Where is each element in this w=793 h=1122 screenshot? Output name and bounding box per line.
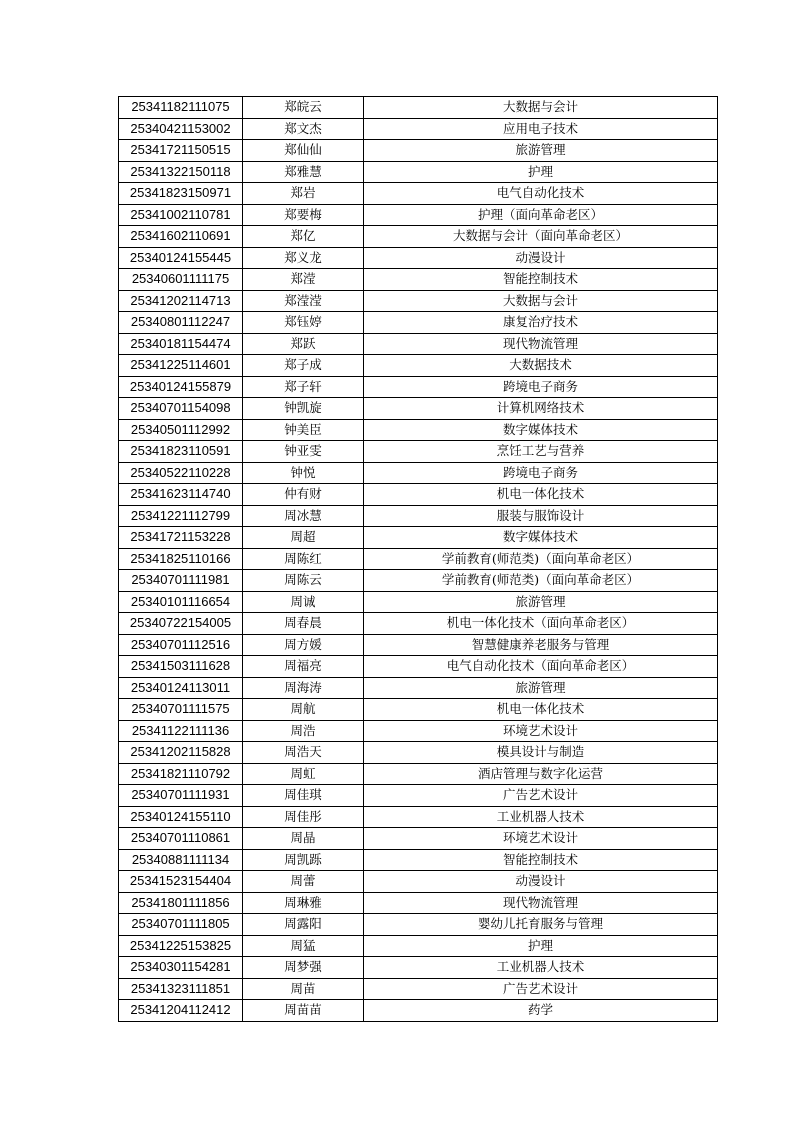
major-cell: 护理（面向革命老区） xyxy=(364,204,718,226)
table-row xyxy=(119,591,718,613)
major-cell: 大数据与会计（面向革命老区） xyxy=(364,226,718,248)
student-name-cell: 郑滢 xyxy=(243,269,364,291)
major-cell: 智能控制技术 xyxy=(364,269,718,291)
student-name-cell: 郑岩 xyxy=(243,183,364,205)
admission-table xyxy=(118,96,718,1022)
table-row xyxy=(119,720,718,742)
table-row xyxy=(119,935,718,957)
exam-number-cell: 25340701111981 xyxy=(119,570,243,592)
student-name-cell: 周晶 xyxy=(243,828,364,850)
table-row xyxy=(119,806,718,828)
table-row xyxy=(119,677,718,699)
exam-number-cell: 25341823110591 xyxy=(119,441,243,463)
table-row xyxy=(119,161,718,183)
student-name-cell: 郑子成 xyxy=(243,355,364,377)
table-row xyxy=(119,828,718,850)
major-cell: 药学 xyxy=(364,1000,718,1022)
major-cell: 大数据与会计 xyxy=(364,290,718,312)
exam-number-cell: 25340801112247 xyxy=(119,312,243,334)
exam-number-cell: 25340701111805 xyxy=(119,914,243,936)
major-cell: 现代物流管理 xyxy=(364,333,718,355)
student-name-cell: 仲有财 xyxy=(243,484,364,506)
exam-number-cell: 25340701112516 xyxy=(119,634,243,656)
major-cell: 现代物流管理 xyxy=(364,892,718,914)
major-cell: 数字媒体技术 xyxy=(364,419,718,441)
major-cell: 烹饪工艺与营养 xyxy=(364,441,718,463)
table-row xyxy=(119,785,718,807)
exam-number-cell: 25341204112412 xyxy=(119,1000,243,1022)
major-cell: 工业机器人技术 xyxy=(364,957,718,979)
student-name-cell: 周福亮 xyxy=(243,656,364,678)
student-name-cell: 郑子轩 xyxy=(243,376,364,398)
exam-number-cell: 25340701154098 xyxy=(119,398,243,420)
major-cell: 环境艺术设计 xyxy=(364,720,718,742)
student-name-cell: 周凯跞 xyxy=(243,849,364,871)
table-row xyxy=(119,118,718,140)
major-cell: 电气自动化技术（面向革命老区） xyxy=(364,656,718,678)
student-name-cell: 周猛 xyxy=(243,935,364,957)
table-row xyxy=(119,355,718,377)
exam-number-cell: 25340124155879 xyxy=(119,376,243,398)
exam-number-cell: 25341623114740 xyxy=(119,484,243,506)
student-name-cell: 周超 xyxy=(243,527,364,549)
student-name-cell: 周梦强 xyxy=(243,957,364,979)
table-row xyxy=(119,290,718,312)
exam-number-cell: 25341221112799 xyxy=(119,505,243,527)
student-name-cell: 郑要梅 xyxy=(243,204,364,226)
admission-table-body xyxy=(119,97,718,1022)
table-row xyxy=(119,505,718,527)
exam-number-cell: 25340181154474 xyxy=(119,333,243,355)
exam-number-cell: 25341225114601 xyxy=(119,355,243,377)
table-row xyxy=(119,1000,718,1022)
table-row xyxy=(119,742,718,764)
student-name-cell: 郑钰婷 xyxy=(243,312,364,334)
table-row xyxy=(119,957,718,979)
table-row xyxy=(119,892,718,914)
student-name-cell: 郑雅慧 xyxy=(243,161,364,183)
major-cell: 跨境电子商务 xyxy=(364,376,718,398)
exam-number-cell: 25341801111856 xyxy=(119,892,243,914)
table-row xyxy=(119,269,718,291)
table-row xyxy=(119,656,718,678)
table-row xyxy=(119,419,718,441)
major-cell: 机电一体化技术（面向革命老区） xyxy=(364,613,718,635)
student-name-cell: 周陈云 xyxy=(243,570,364,592)
student-name-cell: 郑亿 xyxy=(243,226,364,248)
table-row xyxy=(119,763,718,785)
major-cell: 婴幼儿托育服务与管理 xyxy=(364,914,718,936)
exam-number-cell: 25340101116654 xyxy=(119,591,243,613)
table-row xyxy=(119,548,718,570)
exam-number-cell: 25341202114713 xyxy=(119,290,243,312)
table-row xyxy=(119,613,718,635)
major-cell: 广告艺术设计 xyxy=(364,785,718,807)
major-cell: 跨境电子商务 xyxy=(364,462,718,484)
major-cell: 应用电子技术 xyxy=(364,118,718,140)
student-name-cell: 周浩天 xyxy=(243,742,364,764)
student-name-cell: 周琳雅 xyxy=(243,892,364,914)
table-row xyxy=(119,871,718,893)
major-cell: 工业机器人技术 xyxy=(364,806,718,828)
table-row xyxy=(119,849,718,871)
exam-number-cell: 25340522110228 xyxy=(119,462,243,484)
major-cell: 学前教育(师范类)（面向革命老区） xyxy=(364,570,718,592)
major-cell: 环境艺术设计 xyxy=(364,828,718,850)
exam-number-cell: 25340301154281 xyxy=(119,957,243,979)
major-cell: 护理 xyxy=(364,161,718,183)
student-name-cell: 钟亚雯 xyxy=(243,441,364,463)
major-cell: 计算机网络技术 xyxy=(364,398,718,420)
table-row xyxy=(119,699,718,721)
student-name-cell: 周露阳 xyxy=(243,914,364,936)
table-row xyxy=(119,204,718,226)
student-name-cell: 钟凯旋 xyxy=(243,398,364,420)
table-row xyxy=(119,484,718,506)
major-cell: 护理 xyxy=(364,935,718,957)
table-row xyxy=(119,97,718,119)
major-cell: 机电一体化技术 xyxy=(364,699,718,721)
exam-number-cell: 25341122111136 xyxy=(119,720,243,742)
major-cell: 智慧健康养老服务与管理 xyxy=(364,634,718,656)
exam-number-cell: 25341523154404 xyxy=(119,871,243,893)
student-name-cell: 郑仙仙 xyxy=(243,140,364,162)
student-name-cell: 周虹 xyxy=(243,763,364,785)
table-row xyxy=(119,226,718,248)
major-cell: 电气自动化技术 xyxy=(364,183,718,205)
major-cell: 动漫设计 xyxy=(364,871,718,893)
exam-number-cell: 25341823150971 xyxy=(119,183,243,205)
student-name-cell: 周春晨 xyxy=(243,613,364,635)
student-name-cell: 周浩 xyxy=(243,720,364,742)
exam-number-cell: 25340124113011 xyxy=(119,677,243,699)
exam-number-cell: 25341721150515 xyxy=(119,140,243,162)
student-name-cell: 周海涛 xyxy=(243,677,364,699)
major-cell: 模具设计与制造 xyxy=(364,742,718,764)
table-row xyxy=(119,140,718,162)
exam-number-cell: 25340881111134 xyxy=(119,849,243,871)
table-row xyxy=(119,527,718,549)
exam-number-cell: 25340701111575 xyxy=(119,699,243,721)
student-name-cell: 周陈红 xyxy=(243,548,364,570)
exam-number-cell: 25340722154005 xyxy=(119,613,243,635)
exam-number-cell: 25340701111931 xyxy=(119,785,243,807)
student-name-cell: 周诚 xyxy=(243,591,364,613)
table-row xyxy=(119,312,718,334)
student-name-cell: 郑皖云 xyxy=(243,97,364,119)
student-name-cell: 钟美臣 xyxy=(243,419,364,441)
student-name-cell: 周佳彤 xyxy=(243,806,364,828)
student-name-cell: 周苗 xyxy=(243,978,364,1000)
student-name-cell: 郑滢滢 xyxy=(243,290,364,312)
student-name-cell: 郑跃 xyxy=(243,333,364,355)
student-name-cell: 周方媛 xyxy=(243,634,364,656)
table-row xyxy=(119,376,718,398)
exam-number-cell: 25341825110166 xyxy=(119,548,243,570)
exam-number-cell: 25341602110691 xyxy=(119,226,243,248)
exam-number-cell: 25341721153228 xyxy=(119,527,243,549)
major-cell: 大数据与会计 xyxy=(364,97,718,119)
table-row xyxy=(119,333,718,355)
major-cell: 动漫设计 xyxy=(364,247,718,269)
major-cell: 大数据技术 xyxy=(364,355,718,377)
student-name-cell: 郑文杰 xyxy=(243,118,364,140)
exam-number-cell: 25341503111628 xyxy=(119,656,243,678)
exam-number-cell: 25341322150118 xyxy=(119,161,243,183)
exam-number-cell: 25340421153002 xyxy=(119,118,243,140)
exam-number-cell: 25341225153825 xyxy=(119,935,243,957)
student-name-cell: 周苗苗 xyxy=(243,1000,364,1022)
major-cell: 机电一体化技术 xyxy=(364,484,718,506)
exam-number-cell: 25341821110792 xyxy=(119,763,243,785)
major-cell: 学前教育(师范类)（面向革命老区） xyxy=(364,548,718,570)
table-row xyxy=(119,462,718,484)
major-cell: 广告艺术设计 xyxy=(364,978,718,1000)
major-cell: 酒店管理与数字化运营 xyxy=(364,763,718,785)
table-row xyxy=(119,247,718,269)
table-row xyxy=(119,978,718,1000)
exam-number-cell: 25341002110781 xyxy=(119,204,243,226)
major-cell: 服装与服饰设计 xyxy=(364,505,718,527)
table-row xyxy=(119,398,718,420)
student-name-cell: 钟悦 xyxy=(243,462,364,484)
exam-number-cell: 25340124155445 xyxy=(119,247,243,269)
table-row xyxy=(119,441,718,463)
exam-number-cell: 25341202115828 xyxy=(119,742,243,764)
major-cell: 康复治疗技术 xyxy=(364,312,718,334)
table-row xyxy=(119,570,718,592)
major-cell: 智能控制技术 xyxy=(364,849,718,871)
table-row xyxy=(119,634,718,656)
exam-number-cell: 25340501112992 xyxy=(119,419,243,441)
major-cell: 旅游管理 xyxy=(364,677,718,699)
exam-number-cell: 25341323111851 xyxy=(119,978,243,1000)
exam-number-cell: 25340601111175 xyxy=(119,269,243,291)
exam-number-cell: 25340124155110 xyxy=(119,806,243,828)
table-row xyxy=(119,914,718,936)
major-cell: 旅游管理 xyxy=(364,140,718,162)
student-name-cell: 周佳琪 xyxy=(243,785,364,807)
student-name-cell: 周冰慧 xyxy=(243,505,364,527)
exam-number-cell: 25341182111075 xyxy=(119,97,243,119)
student-name-cell: 周航 xyxy=(243,699,364,721)
exam-number-cell: 25340701110861 xyxy=(119,828,243,850)
major-cell: 数字媒体技术 xyxy=(364,527,718,549)
major-cell: 旅游管理 xyxy=(364,591,718,613)
student-name-cell: 郑义龙 xyxy=(243,247,364,269)
student-name-cell: 周蕾 xyxy=(243,871,364,893)
table-row xyxy=(119,183,718,205)
